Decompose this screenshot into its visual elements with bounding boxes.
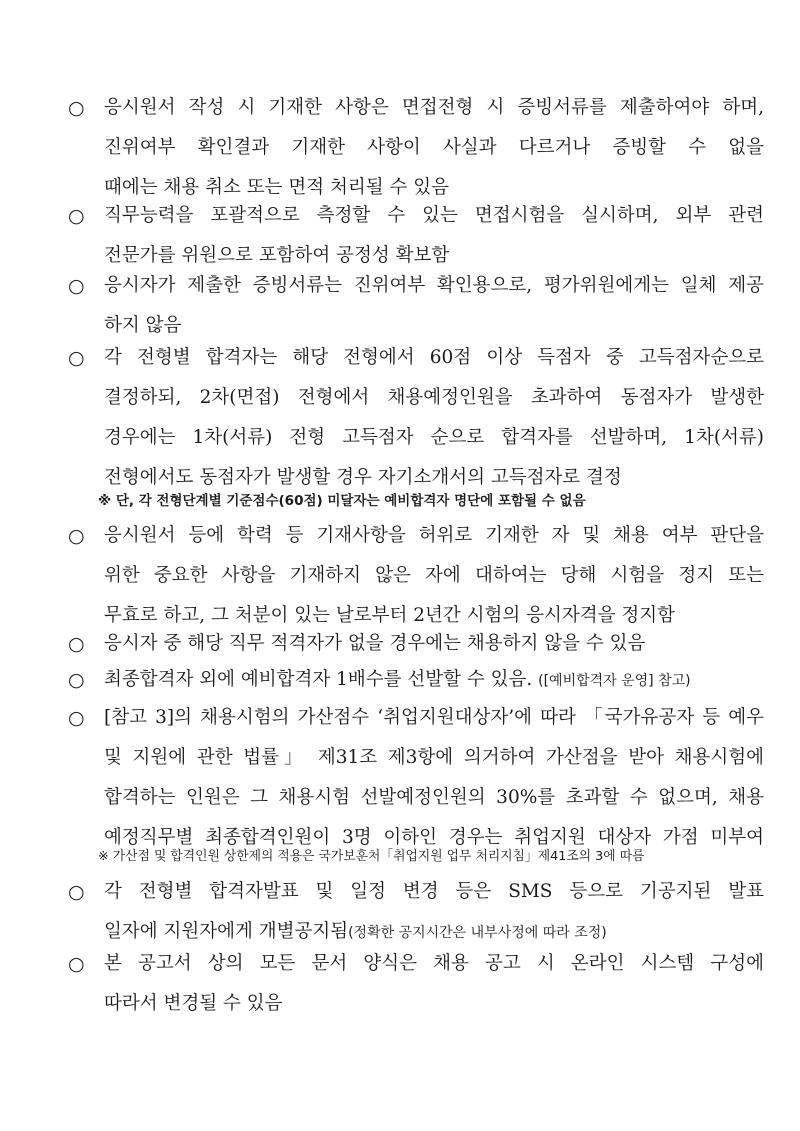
notice-text: 일자에 지원자에게 개별공지됨 bbox=[104, 921, 349, 942]
bonus-cap-note: ※ 가산점 및 합격인원 상한제의 적용은 국가보훈처「취업지원 업무 처리지침」제41조의 3에 따름 bbox=[98, 849, 645, 864]
text-line: 각 전형별 합격자발표 및 일정 변경 등은 SMS 등으로 기공지된 발표 bbox=[104, 881, 764, 902]
bullet-icon: ○ bbox=[68, 97, 85, 119]
text-line: 응시자가 제출한 증빙서류는 진위여부 확인용으로, 평가위원에게는 일체 제공 bbox=[104, 275, 764, 296]
notice-time-note: (정확한 공지시간은 내부사정에 따라 조정) bbox=[348, 925, 607, 941]
text-line: [참고 3]의 채용시험의 가산점수 ‘취업지원대상자’에 따라 「국가유공자 등 예우 bbox=[104, 707, 764, 728]
cutoff-note: ※ 단, 각 전형단계별 기준점수(60점) 미달자는 예비합격자 명단에 포함될 수 없음 bbox=[98, 493, 586, 509]
text-line: 각 전형별 합격자는 해당 전형에서 60점 이상 득점자 중 고득점자순으로 bbox=[104, 347, 764, 368]
bullet-icon: ○ bbox=[68, 953, 85, 975]
bullet-icon: ○ bbox=[68, 205, 85, 227]
bullet-icon: ○ bbox=[68, 275, 85, 297]
bullet-icon: ○ bbox=[68, 347, 85, 369]
text-line: 경우에는 1차(서류) 전형 고득점자 순으로 합격자를 선발하며, 1차(서류) bbox=[104, 427, 764, 448]
bullet-icon: ○ bbox=[68, 525, 85, 547]
text-line: 하지 않음 bbox=[104, 315, 182, 336]
text-line: 응시원서 작성 시 기재한 사항은 면접전형 시 증빙서류를 제출하여야 하며, bbox=[104, 97, 764, 118]
text-line: 전문가를 위원으로 포함하여 공정성 확보함 bbox=[104, 245, 450, 266]
bullet-icon: ○ bbox=[68, 881, 85, 903]
text-line: 전형에서도 동점자가 발생할 경우 자기소개서의 고득점자로 결정 bbox=[104, 467, 622, 488]
text-line: 응시자 중 해당 직무 적격자가 없을 경우에는 채용하지 않을 수 있음 bbox=[104, 633, 646, 654]
text-line: 응시원서 등에 학력 등 기재사항을 허위로 기재한 자 및 채용 여부 판단을 bbox=[104, 525, 764, 546]
text-line bbox=[104, 660, 764, 700]
text-line: 및 지원에 관한 법률」 제31조 제3항에 의거하여 가산점을 받아 채용시험에 bbox=[104, 747, 764, 768]
text-line: 직무능력을 포괄적으로 측정할 수 있는 면접시험을 실시하며, 외부 관련 bbox=[104, 205, 764, 226]
reserve-reference: ([예비합격자 운영] 참고) bbox=[538, 673, 691, 689]
reserve-text: 최종합격자 외에 예비합격자 1배수를 선발할 수 있음. bbox=[104, 669, 533, 690]
text-line: 진위여부 확인결과 기재한 사항이 사실과 다르거나 증빙할 수 없을 bbox=[104, 137, 764, 158]
text-line: 무효로 하고, 그 처분이 있는 날로부터 2년간 시험의 응시자격을 정지함 bbox=[104, 605, 675, 626]
text-line: 위한 중요한 사항을 기재하지 않은 자에 대하여는 당해 시험을 정지 또는 bbox=[104, 565, 764, 586]
text-line: 예정직무별 최종합격인원이 3명 이하인 경우는 취업지원 대상자 가점 미부여 bbox=[104, 827, 764, 848]
bullet-icon: ○ bbox=[68, 633, 85, 655]
text-line: 합격하는 인원은 그 채용시험 선발예정인원의 30%를 초과할 수 없으며, 채용 bbox=[104, 787, 764, 808]
text-line: 따라서 변경될 수 있음 bbox=[104, 993, 283, 1014]
text-line: 때에는 채용 취소 또는 면적 처리될 수 있음 bbox=[104, 177, 449, 198]
text-line: 결정하되, 2차(면접) 전형에서 채용예정인원을 초과하여 동점자가 발생한 bbox=[104, 387, 764, 408]
text-line: 본 공고서 상의 모든 문서 양식은 채용 공고 시 온라인 시스템 구성에 bbox=[104, 953, 764, 974]
bullet-icon: ○ bbox=[68, 707, 85, 729]
bullet-icon: ○ bbox=[68, 669, 85, 691]
